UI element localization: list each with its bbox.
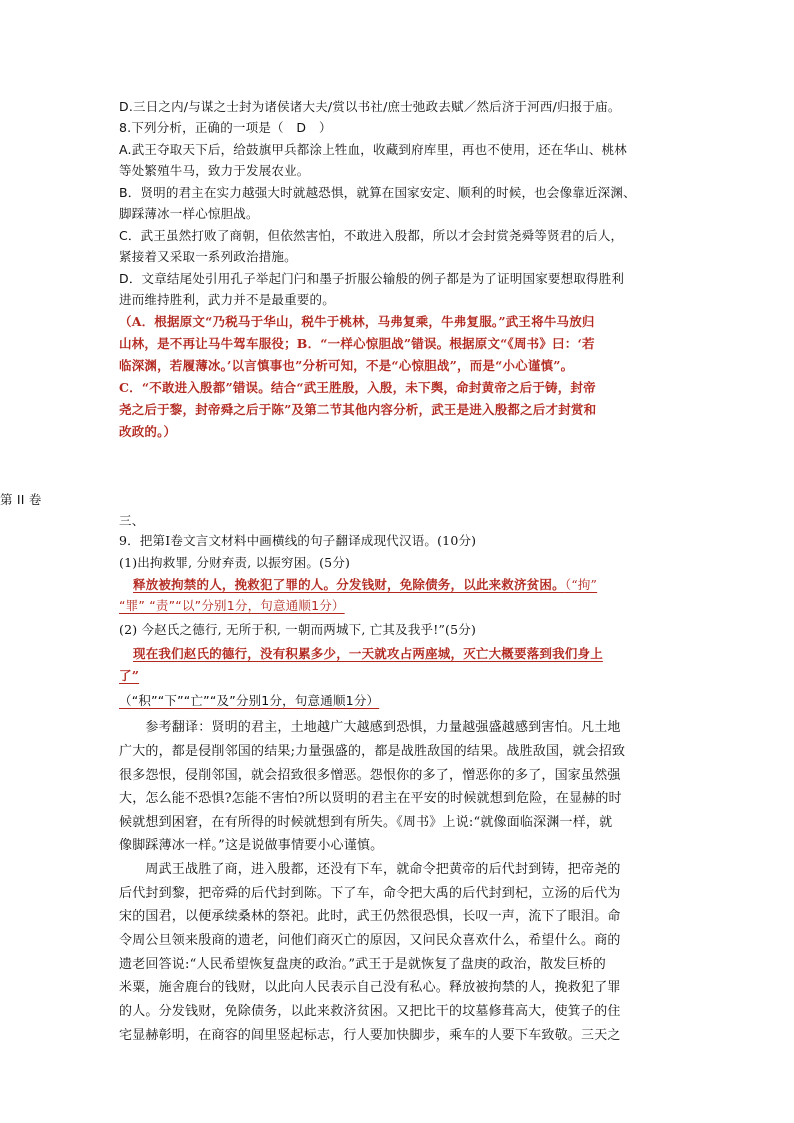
q9-item1-scoring-b-row bbox=[119, 595, 345, 617]
q9-item1-answer: 释放被拘禁的人，挽救犯了罪的人。分发钱财，免除债务，以此来救济贫困。 bbox=[133, 577, 565, 592]
q9-item2-answer-row2 bbox=[119, 665, 139, 687]
translation-p1-line4: 大，怎么能不恐惧?怎能不害怕?所以贤明的君主在平安的时候就想到危险，在显赫的时 bbox=[119, 791, 622, 806]
q9-item2-scoring-row bbox=[119, 690, 379, 712]
volume-title: 第 II 卷 bbox=[0, 492, 42, 507]
translation-p2-line2: 后代封到黎，把帝舜的后代封到陈。下了车，命令把大禹的后代封到杞，立汤的后代为 bbox=[119, 886, 621, 901]
q8-analysis-line4: C．“不敢进入殷都”错误。结合“武王胜殷，入殷，未下舆，命封黄帝之后于铸，封帝 bbox=[119, 380, 596, 395]
translation-p1-line3: 很多怨恨，侵削邻国，就会招致很多憎恶。怨恨你的多了，憎恶你的多了，国家虽然强 bbox=[119, 768, 621, 783]
q9-stem: 9．把第Ⅰ卷文言文材料中画横线的句子翻译成现代汉语。(10分) bbox=[119, 533, 477, 548]
translation-p1-line2: 广大的，都是侵削邻国的结果;力量强盛的，都是战胜敌国的结果。战胜敌国，就会招致 bbox=[119, 744, 626, 759]
q8-option-a-line2: 等处繁殖牛马，致力于发展农业。 bbox=[119, 163, 310, 178]
q8-option-d-line2: 进而维持胜利，武力并不是最重要的。 bbox=[119, 292, 335, 307]
translation-p2-line3: 宋的国君，以便承续桑林的祭祀。此时，武王仍然很恐惧，长叹一声，流下了眼泪。命 bbox=[119, 909, 621, 924]
translation-p2-line5: 遗老回答说:“人民希望恢复盘庚的政治。”武王于是就恢复了盘庚的政治，散发巨桥的 bbox=[119, 957, 606, 972]
q9-item1-answer-row bbox=[133, 574, 597, 596]
translation-p2-line7: 的人。分发钱财，免除债务，以此来救济贫困。又把比干的坟墓修葺高大，使箕子的住 bbox=[119, 1004, 621, 1019]
q8-option-a-line1: A.武王夺取天下后，给鼓旗甲兵都涂上牲血，收藏到府库里，再也不使用，还在华山、桃林 bbox=[119, 142, 628, 157]
q9-item1: (1)出拘救罪, 分财弃责, 以振穷困。(5分) bbox=[119, 555, 351, 570]
q8-analysis-line5: 尧之后于黎，封帝舜之后于陈”及第二节其他内容分析，武王是进入殷都之后才封赏和 bbox=[119, 402, 597, 417]
q9-item2-answer-row1 bbox=[133, 643, 603, 665]
q8-analysis-line3: 临深渊，若履薄冰。’以言慎事也”分析可知，不是“心惊胆战”，而是“小心谨慎”。 bbox=[119, 358, 574, 373]
q8-analysis-line2: 山林，是不再让马牛驾车服役；B．“一样心惊胆战”错误。根据原文“《周书》曰：‘若 bbox=[119, 336, 595, 351]
q9-item1-scoring-b: “罪” “责”“以”分别1分，句意通顺1分） bbox=[119, 598, 345, 613]
q8-option-b-line1: B．贤明的君主在实力越强大时就越恐惧，就算在国家安定、顺利的时候，也会像靠近深渊、 bbox=[119, 185, 636, 200]
q8-option-d-line1: D．文章结尾处引用孔子举起门闩和墨子折服公输般的例子都是为了证明国家要想取得胜利 bbox=[119, 271, 625, 286]
translation-p1-line6: 像脚踩薄冰一样。”这是说做事情要小心谨慎。 bbox=[119, 838, 384, 853]
translation-p2-line8: 宅显赫彰明，在商容的闾里竖起标志，行人要加快脚步，乘车的人要下车致敬。三天之 bbox=[119, 1028, 621, 1043]
q8-option-c-line2: 紧接着又采取一系列政治措施。 bbox=[119, 249, 297, 264]
translation-p1-line5: 候就想到困窘，在有所得的时候就想到有所失。《周书》上说:“就像面临深渊一样，就 bbox=[119, 815, 613, 830]
q9-item2-answer-b: 了” bbox=[119, 668, 140, 683]
translation-p2-line1: 周武王战胜了商，进入殷都，还没有下车，就命令把黄帝的后代封到铸，把帝尧的 bbox=[119, 862, 621, 877]
q8-option-c-line1: C．武王虽然打败了商朝，但依然害怕，不敢进入殷都，所以才会封赏尧舜等贤君的后人， bbox=[119, 228, 624, 243]
q9-item2: (2) 今赵氏之德行, 无所于积, 一朝而两城下, 亡其及我乎!”(5分) bbox=[119, 622, 477, 637]
q9-item2-answer-a: 现在我们赵氏的德行，没有积累多少，一天就攻占两座城，灭亡大概要落到我们身上 bbox=[133, 646, 603, 661]
q9-item2-scoring: （“积”“下”“亡”“及”分别1分，句意通顺1分） bbox=[119, 693, 380, 708]
q7-option-d: D.三日之内/与谋之士封为诸侯诸大夫/赏以书社/庶士弛政去赋／然后济于河西/归报于庙。 bbox=[119, 99, 621, 114]
q9-item1-scoring-a: （“拘” bbox=[564, 577, 598, 592]
translation-p2-line6: 米粟，施舍鹿台的钱财，以此向人民表示自己没有私心。释放被拘禁的人，挽救犯了罪 bbox=[119, 980, 621, 995]
q8-analysis-line1: （A．根据原文“乃税马于华山，税牛于桃林，马弗复乘，牛弗复服。”武王将牛马放归 bbox=[119, 314, 595, 329]
section-number: 三、 bbox=[119, 513, 145, 528]
q8-analysis-line6: 改政的。） bbox=[119, 424, 177, 439]
translation-p2-line4: 令周公旦领来殷商的遗老，问他们商灭亡的原因，又问民众喜欢什么，希望什么。商的 bbox=[119, 933, 621, 948]
q8-stem: 8.下列分析，正确的一项是（ D ） bbox=[119, 120, 332, 135]
translation-p1-line1: 参考翻译：贤明的君主，土地越广大越感到恐惧，力量越强盛越感到害怕。凡土地 bbox=[119, 720, 621, 735]
q8-option-b-line2: 脚踩薄冰一样心惊胆战。 bbox=[119, 206, 259, 221]
